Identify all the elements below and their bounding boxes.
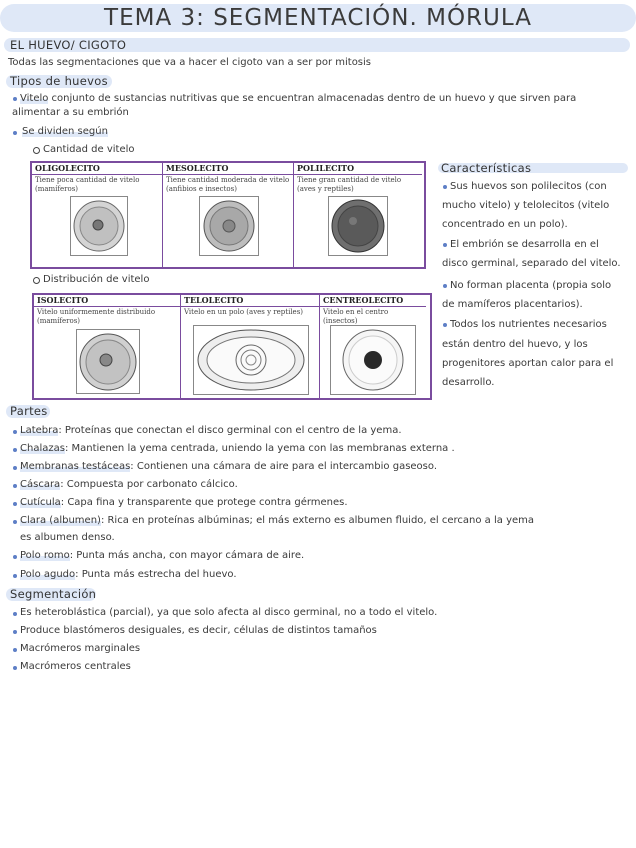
bullet-icon [443,284,447,288]
parte-item [20,568,237,581]
table-cell-centreolecito [320,295,426,398]
vitelo-term: Vitelo [20,93,49,104]
distribucion-table [32,293,432,400]
dividen-text [22,125,108,138]
bullet-icon [13,448,17,452]
partes-heading: Partes [10,404,48,418]
bullet-icon [443,323,447,327]
cantidad-table [30,161,426,269]
parte-text: : Contienen una cámara de aire para el intercambio gaseoso. [130,461,438,472]
huevo-heading: EL HUEVO/ CIGOTO [10,38,127,52]
caracteristica-line: de mamíferos placentarios). [442,299,583,310]
cell-description: Vitelo en el centro (insectos) [323,308,389,325]
parte-text: : Compuesta por carbonato cálcico. [60,479,238,490]
bullet-icon [13,466,17,470]
cell-heading: ISOLECITO [34,295,180,307]
egg-image [70,196,128,256]
cell-description: Vitelo uniformemente distribuido (mamíferos) [37,308,156,325]
segmentacion-item: Produce blastómeros desiguales, es decir, células de distintos tamaños [20,625,377,636]
caracteristica-line: progenitores aportan calor para el [442,358,614,369]
cell-heading: MESOLECITO [163,163,293,175]
parte-item [20,442,455,455]
cell-description: Tiene poca cantidad de vitelo (mamíferos) [35,176,140,193]
cell-heading: POLILECITO [294,163,422,175]
polilecito-egg-icon [329,197,387,255]
parte-item-cont: es albumen denso. [20,532,115,543]
bullet-icon [13,574,17,578]
page-title: TEMA 3: SEGMENTACIÓN. MÓRULA [104,5,532,31]
table-cell-polilecito [294,163,422,267]
dividen-term: Se dividen según [22,126,108,137]
bullet-icon [13,502,17,506]
segmentacion-item: Es heteroblástica (parcial), ya que solo afecta al disco germinal, no a todo el vitelo. [20,607,438,618]
bullet-icon [443,243,447,247]
parte-item [20,460,437,473]
caracteristica-line: Todos los nutrientes necesarios [450,319,607,330]
telolecito-egg-icon [194,326,308,394]
circle-bullet-icon [33,147,40,154]
table-cell-telolecito [181,295,320,398]
parte-term: Cáscara [20,479,61,490]
vitelo-text: conjunto de sustancias nutritivas que se encuentran almacenadas dentro de un huevo y que sirven para [48,93,577,104]
caracteristica-line: concentrado en un polo). [442,219,568,230]
caracteristica-line: disco germinal, separado del vitelo. [442,258,621,269]
bullet-icon [13,630,17,634]
mesolecito-egg-icon [200,197,258,255]
bullet-icon [13,484,17,488]
cell-description: Tiene cantidad moderada de vitelo (anfibios e insectos) [166,176,290,193]
caracteristica-line: mucho vitelo) y telolecitos (vitelo [442,200,610,211]
table-cell-mesolecito [163,163,294,267]
cell-heading: OLIGOLECITO [32,163,162,175]
centreolecito-egg-icon [331,326,415,394]
parte-item [20,514,534,527]
parte-item [20,549,304,562]
egg-image [199,196,259,256]
isolecito-egg-icon [77,330,139,393]
bullet-icon [13,666,17,670]
caracteristica-line: Sus huevos son polilecitos (con [450,181,607,192]
segmentacion-item: Macrómeros marginales [20,643,141,654]
bullet-icon [13,555,17,559]
circle-bullet-icon [33,277,40,284]
cell-description: Tiene gran cantidad de vitelo (aves y reptiles) [297,176,402,193]
caracteristicas-heading: Características [441,161,532,175]
cell-heading: TELOLECITO [181,295,319,307]
parte-text: : Proteínas que conectan el disco germinal con el centro de la yema. [58,425,402,436]
parte-term: Polo romo [20,550,70,561]
bullet-icon [13,430,17,434]
egg-image [76,329,140,394]
parte-term: Polo agudo [20,569,76,580]
cantidad-label: Cantidad de vitelo [43,144,135,155]
parte-term: Chalazas [20,443,65,454]
parte-text: : Punta más ancha, con mayor cámara de aire. [69,550,305,561]
parte-item [20,496,348,509]
bullet-icon [13,131,17,135]
parte-term: Membranas testáceas [20,461,131,472]
bullet-icon [13,97,17,101]
parte-text: : Mantienen la yema centrada, uniendo la yema con las membranas externa . [64,443,455,454]
caracteristica-line: están dentro del huevo, y los [442,339,588,350]
vitelo-line [20,92,576,105]
table-cell-isolecito [34,295,181,398]
huevo-intro: Todas las segmentaciones que va a hacer el cigoto van a ser por mitosis [8,57,372,68]
segmentacion-heading: Segmentación [10,587,97,601]
caracteristica-line: No forman placenta (propia solo [450,280,612,291]
parte-text: : Capa fina y transparente que protege contra gérmenes. [60,497,348,508]
bullet-icon [13,648,17,652]
parte-term: Clara (albumen) [20,515,101,526]
egg-image [330,325,416,395]
caracteristica-line: El embrión se desarrolla en el [450,239,599,250]
egg-image [193,325,309,395]
parte-text: : Punta más estrecha del huevo. [75,569,237,580]
bullet-icon [13,612,17,616]
vitelo-line-2: alimentar a su embrión [12,107,129,118]
parte-term: Latebra [20,425,59,436]
egg-image [328,196,388,256]
table-cell-oligolecito [32,163,163,267]
segmentacion-item: Macrómeros centrales [20,661,131,672]
parte-text: : Rica en proteínas albúminas; el más externo es albumen fluido, el cercano a la yema [100,515,535,526]
parte-item [20,478,238,491]
caracteristica-line: desarrollo. [442,377,495,388]
bullet-icon [13,520,17,524]
parte-term: Cutícula [20,497,61,508]
tipos-heading: Tipos de huevos [10,74,108,88]
oligolecito-egg-icon [71,197,127,255]
cell-heading: CENTREOLECITO [320,295,426,307]
cell-description: Vitelo en un polo (aves y reptiles) [184,308,304,316]
distribucion-label: Distribución de vitelo [43,274,150,285]
parte-item [20,424,402,437]
bullet-icon [443,185,447,189]
